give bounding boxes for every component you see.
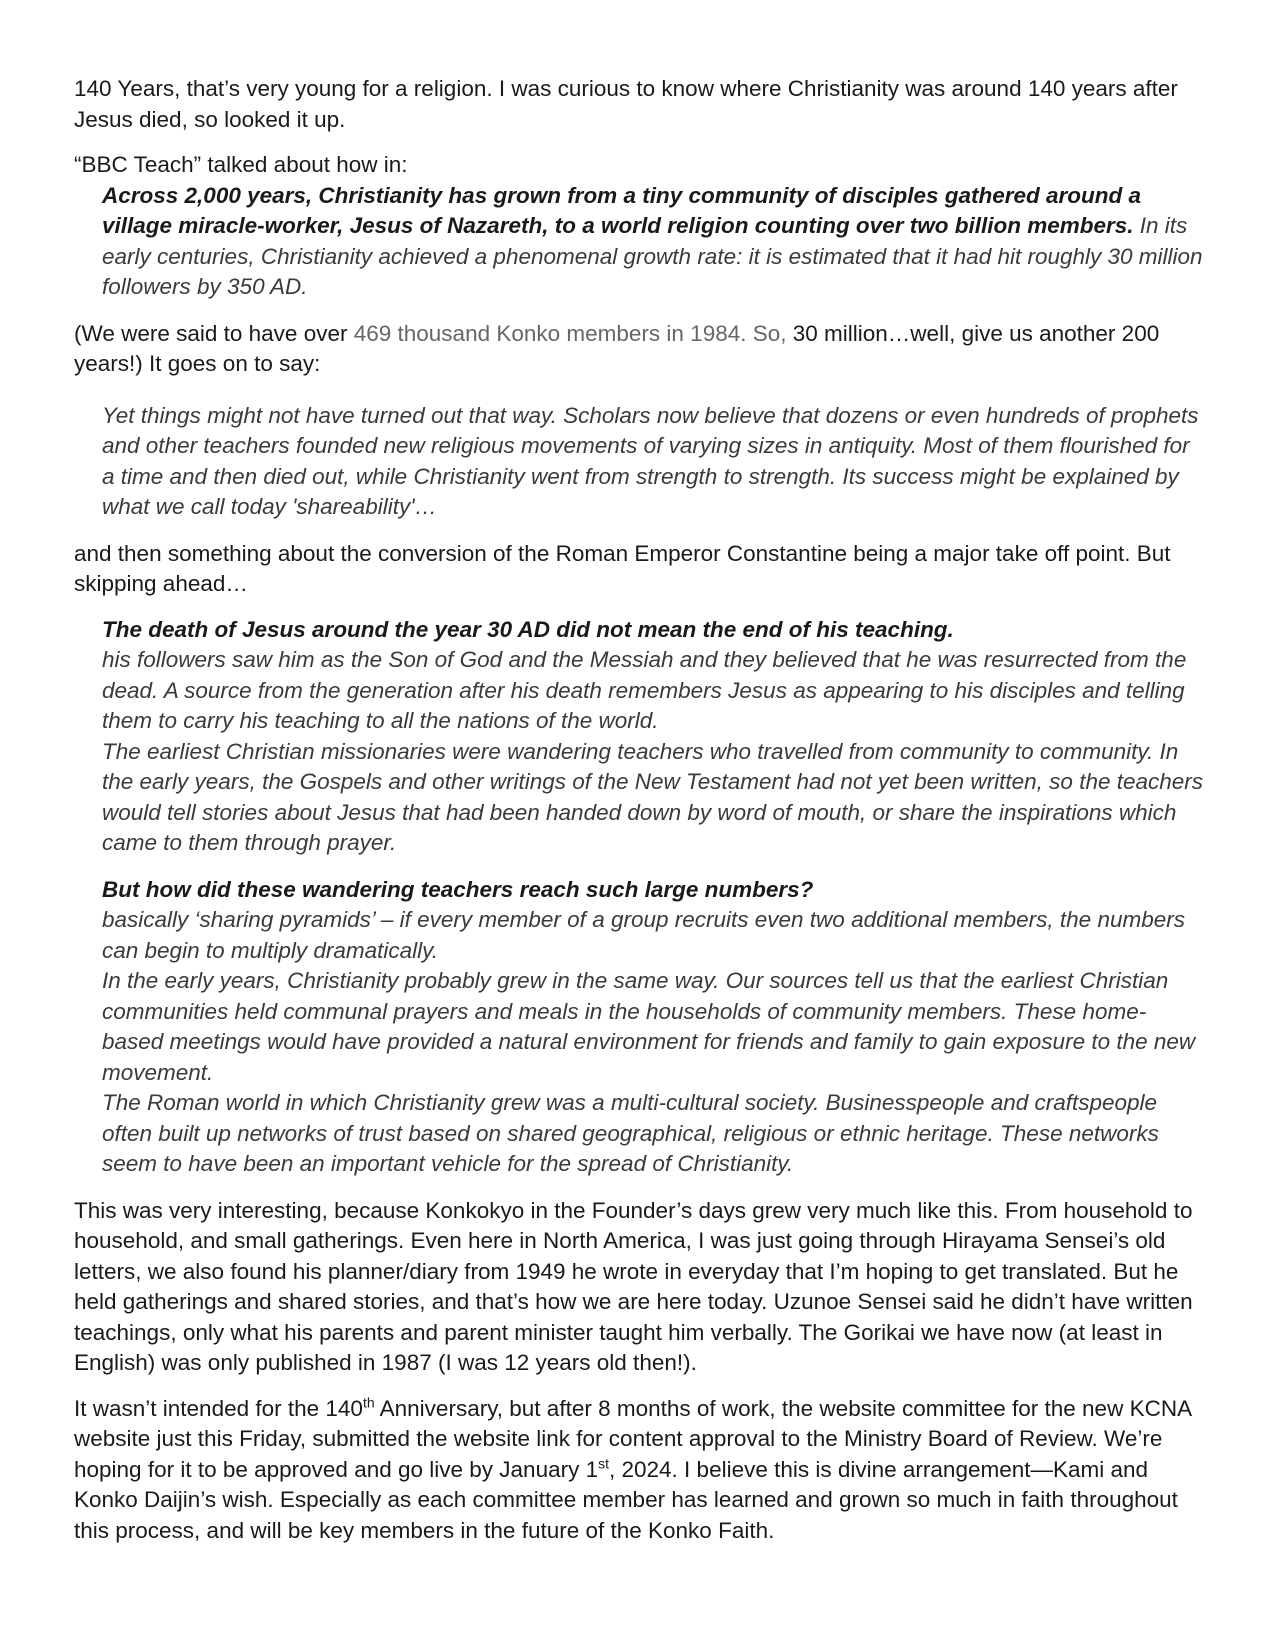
quote-block-2: Yet things might not have turned out that way. Scholars now believe that dozens or even hundreds of prophets and other teachers founded new religious movements of varying sizes in antiquity. Most of them flourished for a time and then died out, while Christianity went from strength to strength. Its success might be explained by what we call today 'shareability'… [102, 402, 1199, 519]
quote-4-line-2: In the early years, Christianity probably grew in the same way. Our sources tell us that the earliest Christian communities held communal prayers and meals in the households of community members. These home-based meetings would have provided a natural environment for friends and family to gain exposure to the new movement. [102, 968, 1196, 1085]
p6-text-a: It wasn’t intended for the 140 [74, 1395, 363, 1421]
quote-3-line-2: The earliest Christian missionaries were wandering teachers who travelled from community to community. In the early years, the Gospels and other writings of the New Testament had not yet been written, so the teachers would tell stories about Jesus that had been handed down by word of mouth, or share the inspirations which came to them through prayer. [102, 738, 1204, 855]
paragraph-konkokyo-growth: This was very interesting, because Konkokyo in the Founder’s days grew very much like this. From household to household, and small gatherings. Even here in North America, I was just going through Hirayama Sensei’s old letters, we also found his planner/diary from 1949 he wrote in everyday that I’m hoping to get translated. But he held gatherings and shared stories, and that’s how we are here today. Uzunoe Sensei said he didn’t have written teachings, only what his parents and parent minister taught him verbally. The Gorikai we have now (at least in English) was only published in 1987 (I was 12 years old then!). [74, 1197, 1193, 1375]
quote-3-heading: The death of Jesus around the year 30 AD did not mean the end of his teaching. [102, 616, 954, 642]
quote-3-line-1: his followers saw him as the Son of God and the Messiah and they believed that he was resurrected from the dead. A source from the generation after his death remembers Jesus as appearing to his disciples and telling them to carry his teaching to all the nations of the world. [102, 647, 1187, 733]
document-page [74, 74, 1204, 1561]
quote-1-text: In its early centuries, Christianity achieved a phenomenal growth rate: it is estimated that it had hit roughly 30 million followers by 350 AD. [102, 213, 1203, 299]
p3-text-grey: 469 thousand Konko members in 1984. So, [353, 320, 787, 346]
paragraph-constantine: and then something about the conversion of the Roman Emperor Constantine being a major take off point. But skipping ahead… [74, 540, 1171, 596]
quote-block-4 [102, 875, 1204, 1180]
quote-4-line-1: basically ‘sharing pyramids’ – if every member of a group recruits even two additional members, the numbers can begin to multiply dramatically. [102, 907, 1185, 963]
p6-superscript-st: st [598, 1455, 609, 1471]
quote-4-line-3: The Roman world in which Christianity grew was a multi-cultural society. Businesspeople and craftspeople often built up networks of trust based on shared geographical, religious or ethnic heritage. These networks seem to have been an important vehicle for the spread of Christianity. [102, 1090, 1159, 1176]
p6-text-c: , 2024. I believe this is divine arrangement—Kami and Konko Daijin’s wish. Especially as each committee member has learned and grown so much in faith throughout this process, and will be key members in the future of the Konko Faith. [74, 1456, 1178, 1543]
quote-4-heading: But how did these wandering teachers reach such large numbers? [102, 876, 814, 902]
p3-text-b: 30 million…well, give us another 200 years!) It goes on to say: [74, 320, 1160, 376]
paragraph-intro: 140 Years, that’s very young for a religion. I was curious to know where Christianity was around 140 years after Jesus died, so looked it up. [74, 76, 1178, 132]
quote-block-1 [102, 181, 1204, 303]
p3-text-a: (We were said to have over [74, 320, 354, 346]
paragraph-bbc-teach: “BBC Teach” talked about how in: [74, 152, 408, 177]
quote-1-bold: Across 2,000 years, Christianity has grown from a tiny community of disciples gathered around a village miracle-worker, Jesus of Nazareth, to a world religion counting over two billion members. [102, 182, 1142, 238]
p6-superscript-th: th [362, 1394, 375, 1410]
quote-block-3 [102, 615, 1204, 859]
p6-text-b: Anniversary, but after 8 months of work, the website committee for the new KCNA website just this Friday, submitted the website link for content approval to the Ministry Board of Review. We’re hoping for it to be approved and go live by January 1 [74, 1395, 1191, 1482]
paragraph-konko-members [74, 319, 1204, 380]
paragraph-website [74, 1394, 1204, 1547]
